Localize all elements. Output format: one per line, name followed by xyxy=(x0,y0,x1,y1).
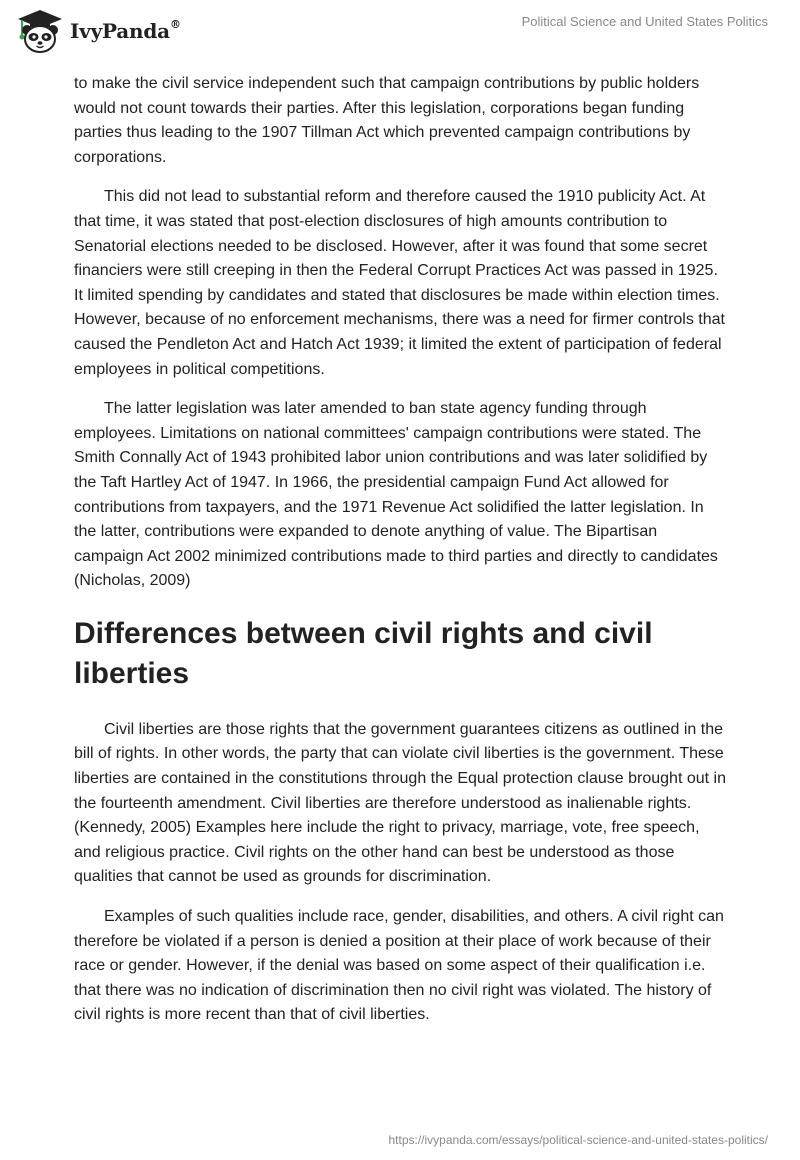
paragraph-4: Civil liberties are those rights that the government guarantees citizens as outlined in the bill of rights. In other words, the party that can violate civil liberties is the government. These liberties are contained in the constitutions through the Equal protection clause brought out in the fourteenth amendment. Civil liberties are therefore understood as inalienable rights. (Kennedy, 2005) Examples here include the right to privacy, marriage, vote, free speech, and religious practice. Civil rights on the other hand can best be understood as those qualities that cannot be used as grounds for discrimination. xyxy=(74,720,726,886)
panda-graduate-logo-icon xyxy=(16,8,64,54)
source-url[interactable]: https://ivypanda.com/essays/political-science-and-united-states-politics/ xyxy=(388,1133,768,1147)
paragraph-1: to make the civil service independent such that campaign contributions by public holders would not count towards their parties. After this legislation, corporations began funding parties thus leading to the 1907 Tillman Act which prevented campaign contributions by corporations. xyxy=(74,75,700,166)
paragraph-2: This did not lead to substantial reform and therefore caused the 1910 publicity Act. At that time, it was stated that post-election disclosures of high amounts contribution to Senatorial elections needed to be disclosed. However, after it was found that some secret financiers were still creeping in then the Federal Corrupt Practices Act was passed in 1925. It limited spending by candidates and stated that disclosures be made within election times. However, because of no enforcement mechanisms, there was a need for firmer controls that caused the Pendleton Act and Hatch Act 1939; it limited the extent of participation of federal employees in political competitions. xyxy=(74,188,725,378)
paragraph-5: Examples of such qualities include race, gender, disabilities, and others. A civil right can therefore be violated if a person is denied a position at their place of work because of their race or gender. However, if the denial was based on some aspect of their qualification i.e. that there was no indication of discrimination then no civil right was violated. The history of civil rights is more recent than that of civil liberties. xyxy=(74,908,724,1024)
section-heading: Differences between civil rights and civil liberties xyxy=(74,616,653,690)
essay-body xyxy=(74,72,728,1043)
brand-logo[interactable] xyxy=(16,8,181,54)
page-header xyxy=(0,0,800,70)
brand-name: IvyPanda® xyxy=(70,18,181,43)
paragraph-3: The latter legislation was later amended to ban state agency funding through employees. Limitations on national committees' campaign contributions were stated. The Smith Connally Act of 1943 prohibited labor union contributions and was later solidified by the Taft Hartley Act of 1947. In 1966, the presidential campaign Fund Act allowed for contributions from taxpayers, and the 1971 Revenue Act solidified the latter legislation. In the latter, contributions were expanded to denote anything of value. The Bipartisan campaign Act 2002 minimized contributions made to third parties and directly to candidates (Nicholas, 2009) xyxy=(74,400,718,590)
document-title: Political Science and United States Politics xyxy=(521,14,768,29)
